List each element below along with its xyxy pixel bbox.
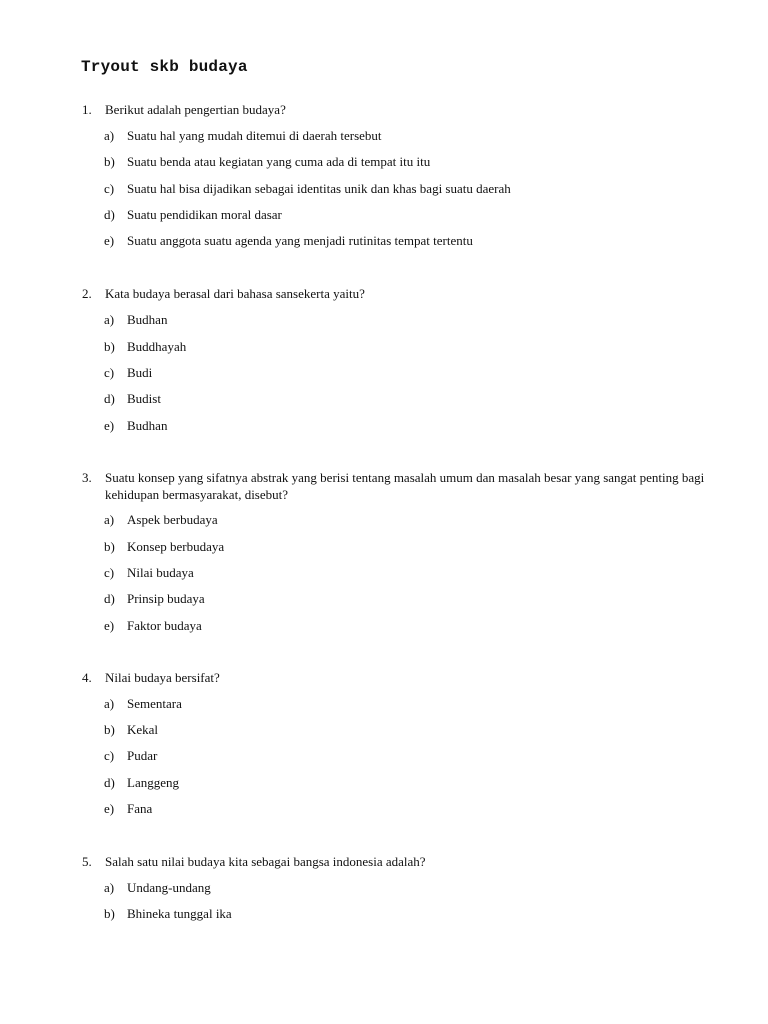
option-text: Suatu benda atau kegiatan yang cuma ada di tempat itu itu bbox=[127, 154, 431, 169]
option-text: Budhan bbox=[127, 418, 168, 433]
option-letter: a) bbox=[104, 128, 115, 143]
option-letter: c) bbox=[104, 565, 115, 580]
option-letter: b) bbox=[104, 539, 115, 554]
option-text: Budhan bbox=[127, 312, 168, 327]
option-letter: b) bbox=[104, 722, 115, 737]
option-letter: d) bbox=[104, 775, 115, 790]
option-text: Faktor budaya bbox=[127, 618, 202, 633]
option-text: Suatu anggota suatu agenda yang menjadi rutinitas tempat tertentu bbox=[127, 233, 473, 248]
option-letter: d) bbox=[104, 207, 115, 222]
option-letter: e) bbox=[104, 801, 115, 816]
option-text: Buddhayah bbox=[127, 339, 187, 354]
option-letter: c) bbox=[104, 365, 115, 380]
option-letter: a) bbox=[104, 880, 115, 895]
option-letter: c) bbox=[104, 181, 115, 196]
option-letter: a) bbox=[104, 312, 115, 327]
question-text: Suatu konsep yang sifatnya abstrak yang berisi tentang masalah umum dan masalah besar yang sangat penting bagi kehidupan bermasyarakat, disebut? bbox=[105, 470, 705, 502]
option-text: Nilai budaya bbox=[127, 565, 194, 580]
question-text: Salah satu nilai budaya kita sebagai bangsa indonesia adalah? bbox=[105, 854, 426, 869]
option-text: Bhineka tunggal ika bbox=[127, 906, 232, 921]
document-title: Tryout skb budaya bbox=[81, 58, 248, 76]
option-letter: b) bbox=[104, 154, 115, 169]
option-letter: d) bbox=[104, 591, 115, 606]
option-text: Suatu hal bisa dijadikan sebagai identitas unik dan khas bagi suatu daerah bbox=[127, 181, 511, 196]
option-text: Sementara bbox=[127, 696, 182, 711]
option-text: Budist bbox=[127, 391, 161, 406]
option-letter: c) bbox=[104, 748, 115, 763]
question-number: 4. bbox=[82, 670, 92, 685]
option-text: Undang-undang bbox=[127, 880, 211, 895]
option-letter: b) bbox=[104, 906, 115, 921]
option-text: Suatu hal yang mudah ditemui di daerah tersebut bbox=[127, 128, 382, 143]
option-letter: a) bbox=[104, 696, 115, 711]
question-number: 2. bbox=[82, 286, 92, 301]
question-number: 5. bbox=[82, 854, 92, 869]
option-letter: b) bbox=[104, 339, 115, 354]
question-number: 3. bbox=[82, 470, 92, 485]
option-letter: e) bbox=[104, 233, 115, 248]
option-letter: d) bbox=[104, 391, 115, 406]
option-text: Langgeng bbox=[127, 775, 179, 790]
question-text: Kata budaya berasal dari bahasa sansekerta yaitu? bbox=[105, 286, 365, 301]
question-text: Nilai budaya bersifat? bbox=[105, 670, 220, 685]
option-letter: e) bbox=[104, 418, 115, 433]
option-text: Prinsip budaya bbox=[127, 591, 205, 606]
option-text: Budi bbox=[127, 365, 153, 380]
option-text: Konsep berbudaya bbox=[127, 539, 225, 554]
question-number: 1. bbox=[82, 102, 92, 117]
option-letter: a) bbox=[104, 512, 115, 527]
option-text: Kekal bbox=[127, 722, 159, 737]
option-text: Pudar bbox=[127, 748, 158, 763]
option-letter: e) bbox=[104, 618, 115, 633]
option-text: Suatu pendidikan moral dasar bbox=[127, 207, 282, 222]
option-text: Aspek berbudaya bbox=[127, 512, 218, 527]
option-text: Fana bbox=[127, 801, 153, 816]
question-text: Berikut adalah pengertian budaya? bbox=[105, 102, 286, 117]
